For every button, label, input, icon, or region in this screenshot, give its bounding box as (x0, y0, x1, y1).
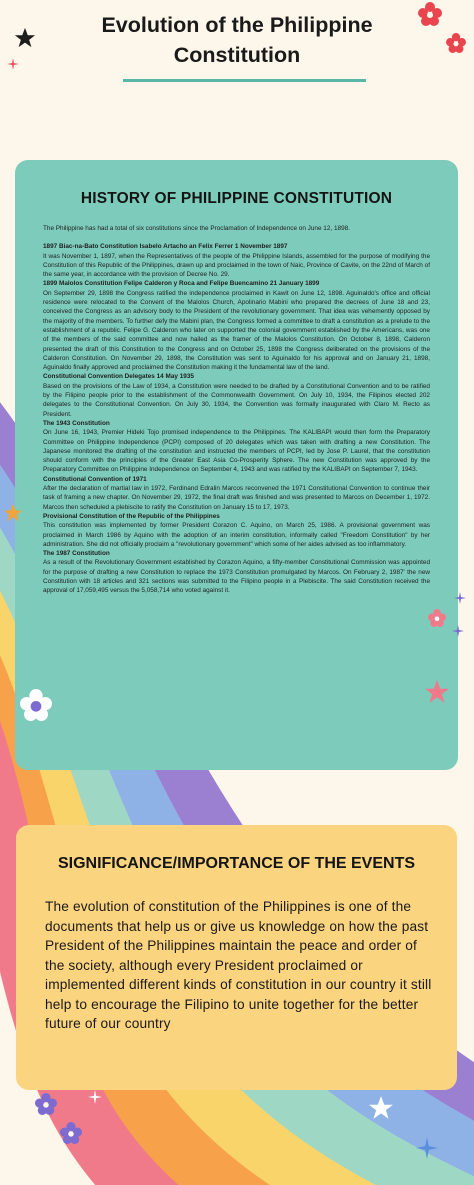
significance-heading: SIGNIFICANCE/IMPORTANCE OF THE EVENTS (57, 855, 416, 872)
sparkle-icon (454, 592, 466, 604)
section-heading: Provisional Constitution of the Republic of the Philippines (43, 512, 220, 520)
flower-icon (446, 33, 466, 53)
section-text: On September 29, 1898 the Congress ratified the independence proclaimed in Kawit on June 12, 1898. Aguinaldo's office and official residence were relocated to the Convent of the Malolos Church, Apolinario Mabini who prepared the decrees of June 18 and 23, conceived the Congress as an advisory body to the President of the revolutionary government. That idea was vehemently opposed by the majority of the members. To further defy the Mabini plan, the Congress formed a committee to draft a constitution as a prelude to the establishment of a republic. Felipe G. Calderon who later on supported the colonial government established by the Americans, was one of the members of the said committee and now hailed as the framer of the Malolos Constitution. On October 8, 1898, Calderon presented the draft of this Constitution to the Congress and on October 25, 1898 the Congress deliberated on the provisions of the Calderon Constitution. On November 29, 1898, the Constitution was sent to Aguinaldo for his approval and on January 21, 1898, Aguinaldo finally approved and proclaimed the Constitution making it the fundamental law of the land. (43, 289, 430, 372)
sparkle-icon (452, 625, 464, 637)
flower-icon (428, 609, 446, 627)
sparkle-icon (88, 1090, 102, 1104)
section-heading: 1897 Biac-na-Bato Constitution Isabelo Artacho an Felix Ferrer 1 November 1897 (43, 243, 288, 251)
history-heading: HISTORY OF PHILIPPINE CONSTITUTION (80, 190, 393, 207)
flower-icon (35, 1093, 57, 1115)
section-heading: The 1987 Constitution (43, 550, 110, 558)
flower-icon (60, 1122, 82, 1144)
history-intro: The Philippine has had a total of six constitutions since the Proclamation of Independence on June 12, 1898. (43, 225, 350, 232)
star-icon (368, 1095, 394, 1121)
flower-icon (20, 689, 52, 721)
section-text: This constitution was implemented by former President Corazon C. Aquino, on March 25, 1986. A provisional government was proclaimed in March 1986 by Aquino with the adoption of an interim constitution, informally called "Freedom Constitution" by her administration. She did not officially proclaim a "revolutionary government" which some of her aides advised as too inflammatory. (43, 522, 430, 548)
significance-card (16, 825, 457, 1090)
section-text: As a result of the Revolutionary Government established by Corazon Aquino, a fifty-member Constitutional Commission was appointed for the purpose of drafting a new Constitution to replace the 1973 Constitution promulgated by Marcos. On February 2, 1987' the new Constitution with 18 articles and 321 sections was submitted to the Filipino people in a Plebiscite. The said Constitution received the approval of 17,059,495 versus the 5,058,714 who voted against it. (43, 559, 430, 595)
section-heading: Constitutional Convention Delegates 14 May 1935 (43, 373, 194, 381)
star-icon (424, 679, 450, 705)
star-icon (14, 27, 36, 49)
section-heading: 1899 Malolos Constitution Felipe Calderon y Roca and Felipe Buencamino 21 January 1899 (43, 280, 320, 288)
history-card (15, 160, 458, 770)
title-underline (123, 79, 366, 82)
sparkle-icon (416, 1137, 438, 1159)
section-text: After the declaration of martial law in 1972, Ferdinand Edralin Marcos reconvened the 1971 Constitutional Convention to continue their task of framing a new chapter. On November 29, 1972, the final draft was finished and was presented to Marcos on December 1, 1972. Marcos then scheduled a plebiscite to ratify the Constitution on January 15 to 17, 1973. (43, 485, 430, 511)
section-text: Based on the provisions of the Law of 1934, a Constitution were needed to be drafted by a Constitutional Convention and to be ratified by the Filipino people prior to the establishment of the Commonwealth Government. On July 10, 1934, the Filipinos elected 202 delegates to the Constitutional Convention. On July 30, 1934, the Convention was formally inaugurated with Claro M. Recto as President. (43, 382, 430, 418)
section-text: It was November 1, 1897, when the Representatives of the people of the Philippine Islands, assembled for the purpose of modifying the Constitution of this Republic of the Philippines, drawn up and proclaimed in the town of Naic, Province of Cavite, on the 22nd of March of the same year, in accordance with the provision of Decree No. 29. (43, 252, 430, 279)
section-text: On June 16, 1943, Premier Hideki Tojo promised independence to the Philippines. The KALIBAPI would then form the Preparatory Committee on Philippine Independence (PCPI) composed of 20 delegates which was taken with drafting a new Constitution. The Japanese monitored the drafting of the constitution and instructed the members of PCPI, led by Jose P. Laurel, that the constitution should conform with the principles of the Greater East Asia Co-Prosperity Sphere. The new Constitution was approved by the Preparatory Committee on Philippine Independence on September 4, 1943 and was ratified by the KALIBAPI on September 7, 1943. (43, 429, 430, 474)
star-icon (3, 503, 23, 523)
significance-text: The evolution of constitution of the Philippines is one of the documents that help us or give us knowledge on how the past President of the Philippines maintain the peace and order of the society, although every President proclaimed or implemented different kinds of constitution in our country it still help to encourage the Filipino to unite together for the better future of our country (45, 899, 432, 1031)
history-body (43, 224, 430, 596)
sparkle-icon (7, 58, 19, 70)
section-heading: The 1943 Constitution (43, 419, 110, 427)
page-title: Evolution of the Philippine Constitution (101, 13, 373, 67)
flower-icon (418, 2, 442, 26)
section-heading: Constitutional Convention of 1971 (43, 475, 147, 483)
